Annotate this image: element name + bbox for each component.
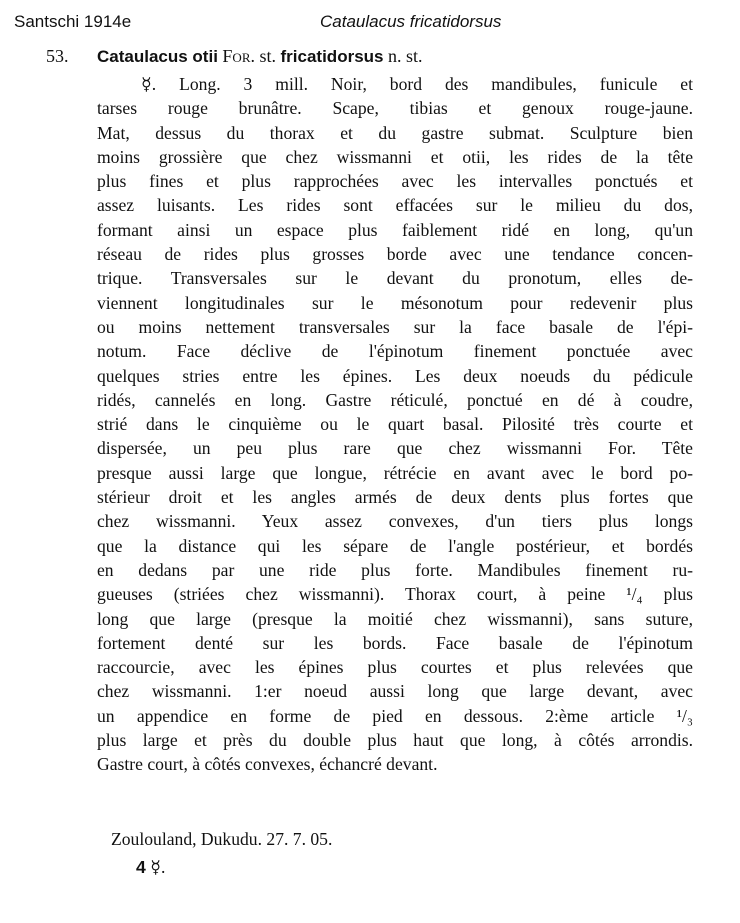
species-author: For. [222,46,255,66]
text-line: plus fines et plus rapprochées avec les intervalles ponctués et [97,171,693,192]
text-line: gueuses (striées chez wissmanni). Thorax court, à peine ¹/₄ plus [97,584,693,605]
text-line: assez luisants. Les rides sont effacées sur le milieu du dos, [97,195,693,216]
locality-line: Zoulouland, Dukudu. 27. 7. 05. [111,829,333,849]
text-line: chez wissmanni. Yeux assez convexes, d'un tiers plus longs [97,511,693,532]
text-line: que la distance qui les sépare de l'angle postérieur, et bordés [97,535,693,556]
entry-heading [97,46,423,67]
text-line: un appendice en forme de pied en dessous. 2:ème article ¹/₃ [97,705,693,726]
text-line: formant ainsi un espace plus faiblement ridé en long, qu'un [97,219,693,240]
rank-label: st. [259,46,277,66]
text-line: notum. Face déclive de l'épinotum finement ponctuée avec [97,341,693,362]
text-line: tarses rouge brunâtre. Scape, tibias et genoux rouge-jaune. [97,98,693,119]
species-name: Cataulacus otii [97,47,218,66]
text-line: quelques stries entre les épines. Les deux noeuds du pédicule [97,365,693,386]
text-line: ☿. Long. 3 mill. Noir, bord des mandibules, funicule et [141,74,693,94]
text-line: strié dans le cinquième ou le quart basal. Pilosité très courte et [97,414,693,435]
running-header-taxon: Cataulacus fricatidorsus [320,12,502,31]
status-label: n. st. [388,46,423,66]
text-line: raccourcie, avec les épines plus courtes et plus relevées que [97,657,693,678]
text-line: Mat, dessus du thorax et du gastre submat. Sculpture bien [97,122,693,143]
specimen-count [136,857,165,878]
specimen-number: 4 [136,857,146,877]
text-line: dispersée, un peu plus rare que chez wissmanni For. Tête [97,438,693,459]
running-header-author: Santschi 1914e [14,12,132,31]
description-text [97,72,693,777]
text-line: fortement denté sur les bords. Face basale de l'épinotum [97,632,693,653]
text-line: long que large (presque la moitié chez wissmanni), sans suture, [97,608,693,629]
text-line: stérieur droit et les angles armés de deux dents plus fortes que [97,487,693,508]
text-line: ridés, cannelés en long. Gastre réticulé, ponctué en dé à coudre, [97,389,693,410]
text-line: trique. Transversales sur le devant du pronotum, elles de- [97,268,693,289]
text-line: plus large et près du double plus haut que long, à côtés arrondis. [97,730,693,751]
text-line: presque aussi large que longue, rétrécie en avant avec le bord po- [97,462,693,483]
text-line: moins grossière que chez wissmanni et otii, les rides de la tête [97,146,693,167]
text-line: Gastre court, à côtés convexes, échancré devant. [97,754,438,775]
text-line: viennent longitudinales sur le mésonotum pour redevenir plus [97,292,693,313]
text-line: ou moins nettement transversales sur la face basale de l'épi- [97,316,693,337]
subspecies-name: fricatidorsus [280,47,384,66]
text-line: chez wissmanni. 1:er noeud aussi long que large devant, avec [97,681,693,702]
text-line: réseau de rides plus grosses borde avec une tendance concen- [97,244,693,265]
text-line: en dedans par une ride plus forte. Mandibules finement ru- [97,559,693,580]
worker-symbol: ☿. [150,857,166,877]
entry-number: 53. [46,46,69,66]
